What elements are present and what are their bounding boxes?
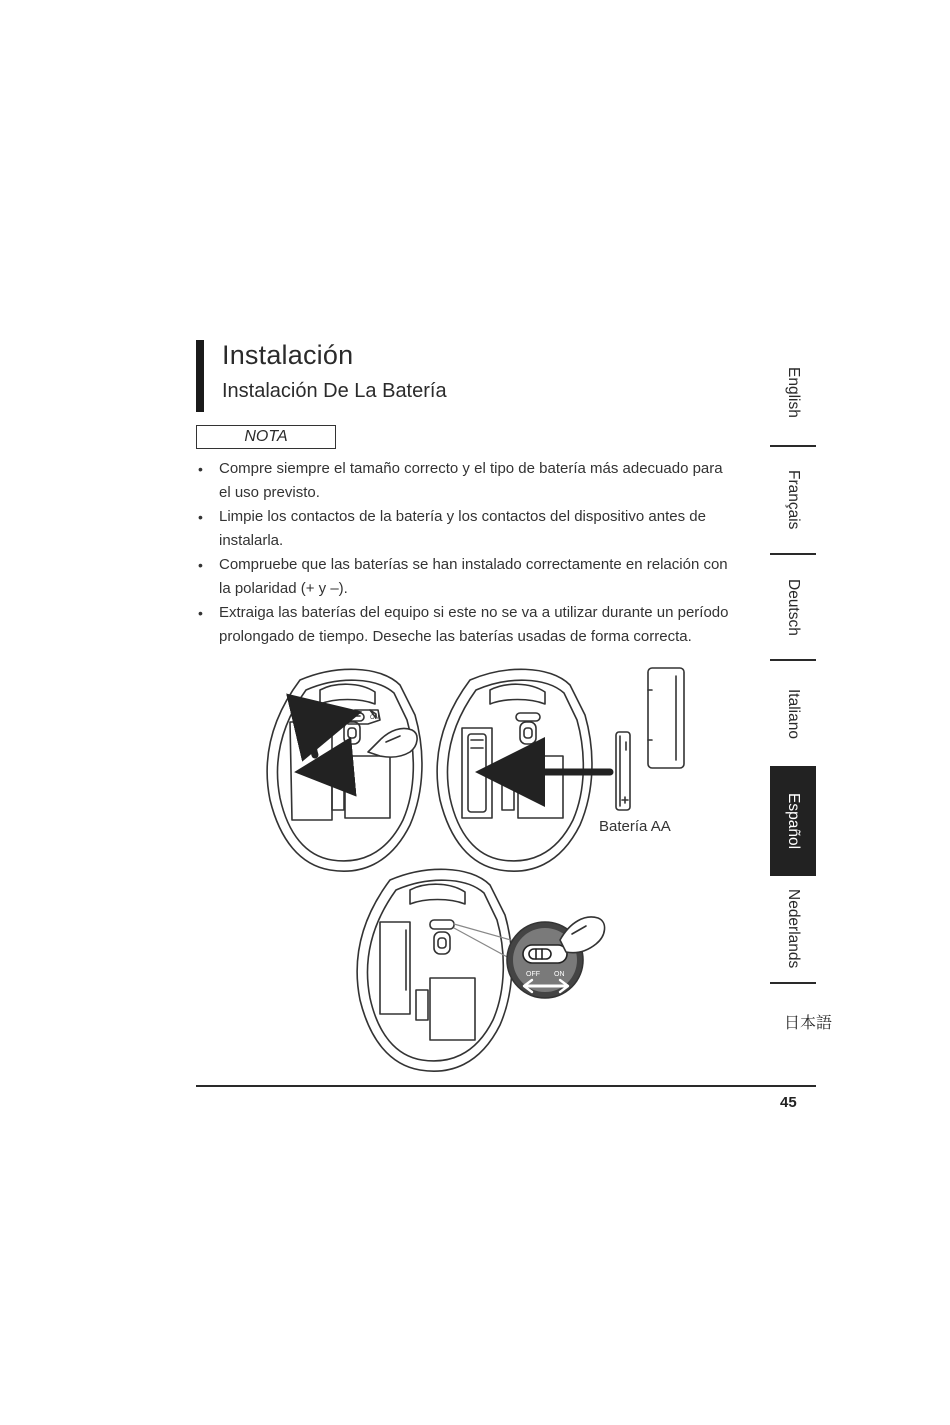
mouse-bottom-view-power-switch	[357, 869, 604, 1071]
note-bullet-list	[196, 457, 756, 649]
tab-label: Nederlands	[785, 888, 802, 969]
battery-installation-illustration	[240, 660, 700, 1080]
bullet-text-line: el uso previsto.	[219, 484, 320, 501]
list-item	[196, 553, 756, 601]
bullet-dot: •	[198, 557, 203, 573]
tab-label: Italiano	[785, 689, 802, 739]
switch-on-text: ON	[370, 715, 379, 721]
switch-on-text: ON	[554, 971, 565, 978]
bullet-text-line: la polaridad (+ y –).	[219, 580, 348, 597]
bullet-text-line: Compruebe que las baterías se han instalado correctamente en relación con	[219, 556, 728, 573]
tab-deutsch[interactable]	[770, 556, 816, 658]
bullet-text-line: instalarla.	[219, 532, 284, 549]
tab-separator	[770, 445, 816, 447]
power-switch-zoom-detail	[507, 917, 605, 998]
list-item	[196, 457, 756, 505]
mouse-bottom-view-battery-insert	[437, 668, 684, 871]
tab-italiano[interactable]	[770, 662, 816, 766]
bullet-text-line: Compre siempre el tamaño correcto y el tipo de batería más adecuado para	[219, 460, 723, 477]
tab-separator	[770, 553, 816, 555]
battery-cover-icon	[648, 668, 684, 768]
bullet-text-line: Limpie los contactos de la batería y los contactos del dispositivo antes de	[219, 508, 706, 525]
note-label: NOTA	[196, 425, 336, 449]
tab-japanese[interactable]	[770, 988, 833, 1058]
tab-label: Français	[785, 470, 802, 530]
footer-rule	[196, 1085, 816, 1087]
bullet-dot: •	[198, 605, 203, 621]
tab-label: 日本語	[784, 1013, 833, 1032]
mouse-bottom-view-cover-open	[267, 669, 422, 871]
bullet-text-line: prolongado de tiempo. Deseche las baterías usadas de forma correcta.	[219, 628, 692, 645]
tab-label: Español	[785, 792, 802, 849]
tab-espanol[interactable]	[770, 766, 816, 876]
tab-separator	[770, 982, 816, 984]
bullet-dot: •	[198, 509, 203, 525]
tab-separator	[770, 659, 816, 661]
section-title: Instalación De La Batería	[222, 380, 447, 402]
tab-english[interactable]	[770, 340, 816, 444]
bullet-dot: •	[198, 461, 203, 477]
switch-off-text: OFF	[526, 971, 540, 978]
switch-off-text: OFF	[332, 715, 344, 721]
title-accent-bar	[196, 340, 204, 412]
page-title: Instalación	[222, 340, 354, 370]
aa-battery-icon	[616, 732, 630, 810]
tab-francais[interactable]	[770, 448, 816, 552]
bullet-text-line: Extraiga las baterías del equipo si este no se va a utilizar durante un período	[219, 604, 729, 621]
page-number: 45	[780, 1094, 797, 1111]
list-item	[196, 601, 756, 649]
list-item	[196, 505, 756, 553]
tab-label: Deutsch	[785, 578, 802, 636]
tab-label: English	[785, 366, 802, 418]
battery-caption: Batería AA	[599, 818, 671, 835]
tab-nederlands[interactable]	[770, 876, 816, 981]
